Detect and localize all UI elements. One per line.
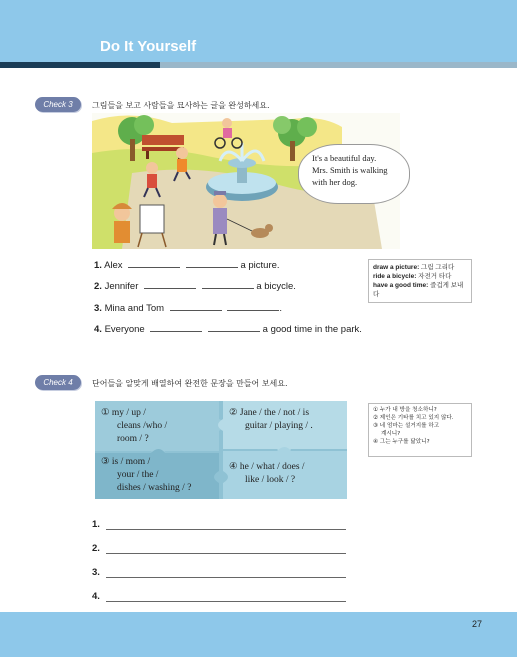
page-title: Do It Yourself [100, 38, 197, 55]
question-suffix: a good time in the park. [262, 324, 362, 335]
puzzle-line: dishes / washing / ? [117, 483, 192, 493]
vocab-meaning: 즐겁게 보내다 [373, 282, 464, 298]
vocab-term: draw a picture: [373, 264, 420, 271]
vocab-item [373, 272, 467, 281]
question-number: 4. [94, 324, 102, 335]
puzzle-piece-2[interactable] [229, 407, 313, 433]
question-suffix: . [279, 303, 282, 314]
hint-line: ③ 네 엄마는 설거지를 하고 [373, 423, 440, 429]
check-4-badge: Check 4 [35, 375, 81, 390]
speech-line: It's a beautiful day. [312, 153, 377, 163]
check-3-instruction: 그림들을 보고 사람들을 묘사하는 글을 완성하세요. [92, 101, 270, 110]
answer-number-3: 3. [92, 567, 100, 578]
question-suffix: a picture. [240, 260, 280, 271]
answer-blank[interactable] [128, 267, 180, 268]
question-number: 2. [94, 281, 102, 292]
footer-band [0, 612, 517, 657]
vocab-meaning: 그림 그리다 [421, 264, 455, 271]
question-suffix: a bicycle. [256, 281, 296, 292]
answer-blank[interactable] [144, 288, 196, 289]
puzzle-line: ③ is / mom / [101, 457, 151, 467]
question-3 [94, 303, 282, 314]
answer-line-3[interactable] [106, 577, 346, 578]
question-prefix: Mina and Tom [104, 303, 165, 314]
vocab-meaning: 자전거 타다 [418, 273, 452, 280]
question-prefix: Alex [104, 260, 123, 271]
puzzle-piece-1[interactable] [101, 407, 167, 446]
hint-line: ④ 그는 누구를 닮았니? [373, 439, 430, 445]
answer-blank[interactable] [186, 267, 238, 268]
puzzle-line: room / ? [117, 434, 149, 444]
check-3-badge: Check 3 [35, 97, 81, 112]
answer-blank[interactable] [227, 310, 279, 311]
question-2 [94, 281, 296, 292]
answer-blank[interactable] [202, 288, 254, 289]
vocab-item [373, 263, 467, 272]
answer-blank[interactable] [208, 331, 260, 332]
speech-line: with her dog. [312, 177, 358, 187]
answer-line-2[interactable] [106, 553, 346, 554]
answer-line-1[interactable] [106, 529, 346, 530]
page-number: 27 [472, 619, 483, 629]
question-prefix: Jennifer [104, 281, 139, 292]
puzzle-line: ④ he / what / does / [229, 462, 305, 472]
puzzle-line: ① my / up / [101, 408, 146, 418]
question-4 [94, 324, 362, 335]
translation-hint-box [368, 403, 472, 457]
answer-blank[interactable] [150, 331, 202, 332]
answer-number-2: 2. [92, 543, 100, 554]
answer-number-4: 4. [92, 591, 100, 602]
puzzle-piece-4[interactable] [229, 461, 305, 487]
header-banner [0, 0, 517, 62]
vocabulary-box [368, 259, 472, 303]
puzzle-line: your / the / [117, 470, 159, 480]
puzzle-line: cleans /who / [117, 421, 168, 431]
hint-line: ② 제인은 기타를 치고 있지 않다. [373, 415, 454, 421]
check-4-instruction: 단어들을 알맞게 배열하여 완전한 문장을 만들어 보세요. [92, 379, 288, 388]
vocab-term: have a good time: [373, 282, 429, 289]
answer-blank[interactable] [170, 310, 222, 311]
question-1 [94, 260, 280, 271]
speech-line: Mrs. Smith is walking [312, 165, 388, 175]
header-divider-light [160, 62, 517, 68]
vocab-term: ride a bicycle: [373, 273, 417, 280]
question-number: 1. [94, 260, 102, 271]
puzzle-piece-3[interactable] [101, 456, 191, 495]
question-number: 3. [94, 303, 102, 314]
vocab-item [373, 281, 467, 299]
question-prefix: Everyone [104, 324, 145, 335]
answer-number-1: 1. [92, 519, 100, 530]
answer-line-4[interactable] [106, 601, 346, 602]
puzzle-line: guitar / playing / . [245, 421, 313, 431]
hint-line: 계시니? [381, 431, 401, 437]
hint-line: ① 누가 내 방을 청소하니? [373, 407, 437, 413]
puzzle-line: ② Jane / the / not / is [229, 408, 310, 418]
puzzle-line: like / look / ? [245, 475, 296, 485]
speech-bubble-text [312, 152, 407, 188]
